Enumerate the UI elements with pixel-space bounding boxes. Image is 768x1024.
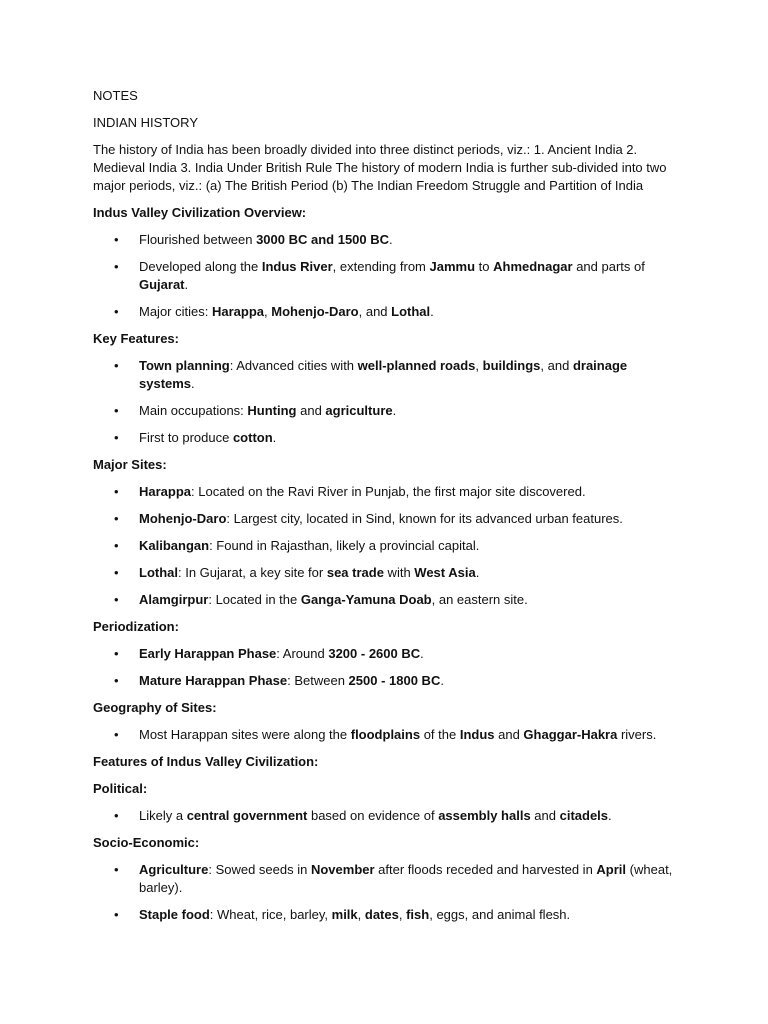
text-run: : Located on the Ravi River in Punjab, the first major site discovered. [191, 484, 586, 499]
bullet-item [93, 537, 683, 555]
bullet-item [93, 807, 683, 825]
bullet-item [93, 483, 683, 501]
intro-paragraph: The history of India has been broadly divided into three distinct periods, viz.: 1. Ancient India 2. Medieval India 3. India Under British Rule The history of modern India is further sub-divided into two major periods, viz.: (a) The British Period (b) The Indian Freedom Struggle and Partition of India [93, 142, 667, 193]
text-run: with [383, 565, 415, 580]
text-run: and parts of [572, 259, 645, 274]
bold-text: central government [186, 808, 308, 823]
text-run: : In Gujarat, a key site for [178, 565, 327, 580]
bold-text: citadels [559, 808, 609, 823]
text-run: , [264, 304, 272, 319]
text-run: . [272, 430, 277, 445]
text-run: and [530, 808, 560, 823]
bullet-list [93, 645, 683, 690]
text-run: to [475, 259, 494, 274]
bullet-item [93, 357, 683, 393]
bold-text: Mohenjo-Daro [139, 511, 227, 526]
bold-text: 3200 - 2600 BC [328, 646, 421, 661]
text-run: . [475, 565, 480, 580]
bold-text: 2500 - 1800 BC [348, 673, 441, 688]
section-heading: Political: [93, 781, 148, 796]
bold-text: milk [331, 907, 358, 922]
text-run: First to produce [139, 430, 233, 445]
bold-text: Mohenjo-Daro [271, 304, 359, 319]
bold-text: Hunting [247, 403, 297, 418]
text-run: . [191, 376, 195, 391]
bold-text: cotton [232, 430, 273, 445]
bullet-item [93, 402, 683, 420]
bullet-list [93, 807, 683, 825]
bold-text: Agriculture [139, 862, 209, 877]
text-run: Main occupations: [139, 403, 248, 418]
bold-text: November [310, 862, 375, 877]
bullet-item [93, 672, 683, 690]
text-run: : Wheat, rice, barley, [209, 907, 332, 922]
bold-text: Mature Harappan Phase [139, 673, 288, 688]
bold-text: Alamgirpur [139, 592, 209, 607]
text-run: of the [420, 727, 460, 742]
bold-text: floodplains [350, 727, 421, 742]
text-run: , an eastern site. [431, 592, 528, 607]
text-run: . [430, 304, 434, 319]
text-run: . [440, 673, 444, 688]
bullet-list [93, 483, 683, 609]
text-run: : Advanced cities with [229, 358, 358, 373]
bold-text: assembly halls [438, 808, 531, 823]
bullet-list [93, 231, 683, 321]
sections-container [93, 204, 683, 924]
text-run: , [475, 358, 483, 373]
bold-text: Jammu [429, 259, 476, 274]
text-run: . [420, 646, 424, 661]
text-run: . [184, 277, 189, 292]
text-run: : Found in Rajasthan, likely a provincial capital. [209, 538, 480, 553]
text-run: : Sowed seeds in [208, 862, 311, 877]
bullet-item [93, 726, 683, 744]
bold-text: 3000 BC and 1500 BC [256, 232, 390, 247]
section-heading: Geography of Sites: [93, 700, 217, 715]
text-run: , [357, 907, 365, 922]
text-run: : Between [287, 673, 349, 688]
bold-text: West Asia [414, 565, 476, 580]
bullet-item [93, 861, 683, 897]
bold-text: Ahmednagar [493, 259, 573, 274]
text-run: Flourished between [139, 232, 257, 247]
section-heading: Socio-Economic: [93, 835, 200, 850]
document-body [93, 87, 683, 933]
bold-text: Early Harappan Phase [139, 646, 277, 661]
text-run: : Largest city, located in Sind, known for its advanced urban features. [226, 511, 623, 526]
bold-text: Harappa [211, 304, 264, 319]
bullet-list [93, 726, 683, 744]
bullet-item [93, 510, 683, 528]
text-run: . [608, 808, 612, 823]
bold-text: Lothal [391, 304, 431, 319]
bold-text: Indus River [261, 259, 333, 274]
bold-text: Kalibangan [139, 538, 210, 553]
text-run: based on evidence of [307, 808, 439, 823]
bold-text: Ghaggar-Hakra [523, 727, 618, 742]
text-run: Likely a [139, 808, 187, 823]
text-run: and [494, 727, 524, 742]
bullet-item [93, 231, 683, 249]
bullet-list [93, 357, 683, 447]
text-run: , eggs, and animal flesh. [429, 907, 571, 922]
text-run: (wheat, barley). [139, 862, 673, 895]
bullet-item [93, 303, 683, 321]
bullet-list [93, 861, 683, 924]
text-run: , and [358, 304, 392, 319]
bold-text: April [596, 862, 627, 877]
bullet-item [93, 591, 683, 609]
text-run: . [389, 232, 393, 247]
bullet-item [93, 564, 683, 582]
bold-text: buildings [482, 358, 541, 373]
text-run: after floods receded and harvested in [374, 862, 597, 877]
bold-text: drainage systems [139, 358, 628, 391]
text-run: , [398, 907, 407, 922]
text-run: Most Harappan sites were along the [139, 727, 351, 742]
document-subtitle: INDIAN HISTORY [93, 115, 198, 130]
text-run: rivers. [617, 727, 657, 742]
bold-text: Indus [459, 727, 495, 742]
bullet-item [93, 258, 683, 294]
bold-text: dates [364, 907, 399, 922]
text-run: Major cities: [139, 304, 212, 319]
bold-text: Harappa [139, 484, 192, 499]
bullet-item [93, 906, 683, 924]
document-title: NOTES [93, 88, 138, 103]
section-heading: Features of Indus Valley Civilization: [93, 754, 319, 769]
bold-text: Lothal [139, 565, 178, 580]
bold-text: agriculture [325, 403, 393, 418]
bold-text: Ganga-Yamuna Doab [300, 592, 432, 607]
text-run: . [392, 403, 397, 418]
bold-text: Town planning [139, 358, 230, 373]
text-run: : Around [276, 646, 329, 661]
section-heading: Periodization: [93, 619, 179, 634]
text-run: Developed along the [139, 259, 262, 274]
bold-text: fish [406, 907, 430, 922]
bold-text: sea trade [326, 565, 384, 580]
text-run: , extending from [332, 259, 430, 274]
section-heading: Major Sites: [93, 457, 167, 472]
section-heading: Indus Valley Civilization Overview: [93, 205, 307, 220]
bullet-item [93, 429, 683, 447]
text-run: : Located in the [208, 592, 301, 607]
section-heading: Key Features: [93, 331, 179, 346]
bold-text: Staple food [139, 907, 210, 922]
bullet-item [93, 645, 683, 663]
text-run: and [296, 403, 326, 418]
bold-text: well-planned roads [357, 358, 476, 373]
text-run: , and [540, 358, 573, 373]
bold-text: Gujarat [139, 277, 185, 292]
